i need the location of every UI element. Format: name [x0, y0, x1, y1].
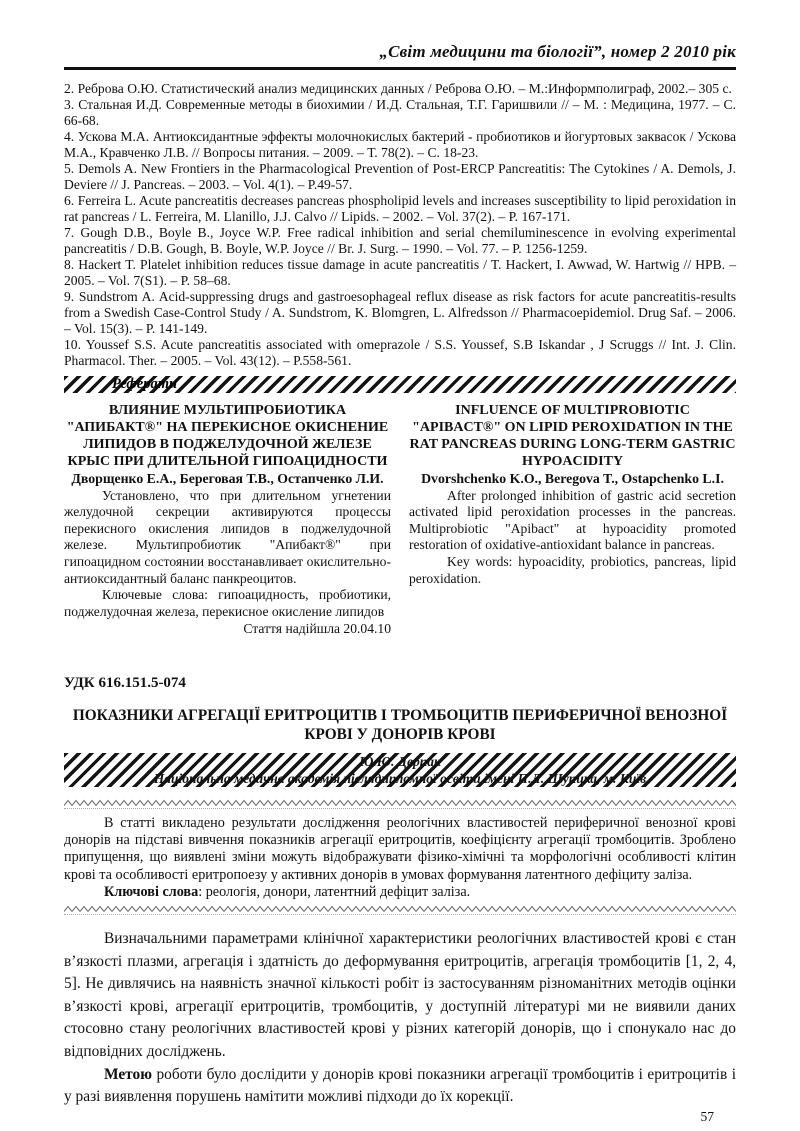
reference-item: 4. Ускова М.А. Антиоксидантные эффекты молочнокислых бактерий - пробиотиков и йогуртовых заквасок / Ускова М.А., Кравченко Л.В. // Вопросы питания. – 2009. – Т. 78(2). – С. 18-23.: [64, 129, 736, 160]
abstract-en-title: INFLUENCE OF MULTIPROBIOTIC "APIBACT®" ON LIPID PEROXIDATION IN THE RAT PANCREAS DURING LONG-TERM GASTRIC HYPOACIDITY: [409, 403, 736, 469]
abstract-en-body: After prolonged inhibition of gastric acid secretion activated lipid peroxidation processes in the pancreas. Multiprobiotic "Apibact" at hypoacidity promoted restoration of oxidative-antioxidant balance in pancreas.: [409, 487, 736, 553]
article-title: ПОКАЗНИКИ АГРЕГАЦІЇ ЕРИТРОЦИТІВ І ТРОМБОЦИТІВ ПЕРИФЕРИЧНОЇ ВЕНОЗНОЇ КРОВІ У ДОНОРІВ КРОВІ: [72, 706, 728, 743]
abstract-ru-keywords: Ключевые слова: гипоацидность, пробиотики, поджелудочная железа, перекисное окисление липидов: [64, 587, 391, 619]
referaty-banner-label: Реферати: [112, 376, 178, 392]
page-number: 57: [700, 1108, 714, 1124]
page-footer: [64, 1109, 736, 1125]
abstract-ru-body: Установлено, что при длительном угнетении желудочной секреции активируются процессы перекисного окисления липидов в поджелудочной железе. Мультипробиотик "Апибакт®" при гипоацидном состоянии восстанавливает окислительно-антиоксидантный баланс панкреоцитов.: [64, 487, 391, 586]
article-authors-hatched-banner: [64, 753, 736, 787]
abstract-ru-authors: Дворщенко Е.А., Береговая Т.В., Остапченко Л.И.: [71, 471, 384, 486]
article-abstract-body: В статті викладено результати дослідження реологічних властивостей периферичної венозної крові донорів на підставі вивчення показників агрегації еритроцитів, коефіцієнту агрегації тромбоцитів. Зроблено припущення, що виявлені зміни можуть відображувати фізико-хімічні та морфологічні особливості клітин крові та особливості еритропоезу у активних донорів в умовах формування латентного дефіциту заліза.: [64, 814, 736, 883]
reference-item: 5. Demols A. New Frontiers in the Pharmacological Prevention of Post-ERCP Pancreatitis: The Cytokines / A. Demols, J. Deviere // J. Pancreas. – 2003. – Vol. 4(1). – P.49-57.: [64, 161, 736, 192]
reference-item: 7. Gough D.B., Boyle B., Joyce W.P. Free radical inhibition and serial chemiluminescence in evolving experimental pancreatitis / D.B. Gough, B. Boyle, W.P. Joyce // Br. J. Surg. – 1990. – Vol. 77. – P. 1256-1259.: [64, 225, 736, 256]
abstract-ru-title: ВЛИЯНИЕ МУЛЬТИПРОБИОТИКА "АПИБАКТ®" НА ПЕРЕКИСНОЕ ОКИСНЕНИЕ ЛИПИДОВ В ПОДЖЕЛУДОЧНОЙ ЖЕЛЕЗЕ КРЫС ПРИ ДЛИТЕЛЬНОЙ ГИПОАЦИДНОСТИ: [66, 403, 389, 469]
journal-header-title: „Світ медицини та біології”, номер 2 2010 рік: [379, 42, 736, 61]
reference-item: 3. Стальная И.Д. Современные методы в биохимии / И.Д. Стальная, Т.Г. Гаришвили // – М. : Медицина, 1977. – С. 66-68.: [64, 97, 736, 128]
abstract-column-english: [409, 402, 736, 638]
abstracts-two-columns: [64, 402, 736, 638]
header-rule: [64, 67, 736, 70]
abstract-en-authors: Dvorshchenko K.O., Beregova T., Ostapchenko L.I.: [421, 471, 724, 486]
reference-item: 9. Sundstrom A. Acid-suppressing drugs and gastroesophageal reflux disease as risk factors for acute pancreatitis-results from a Swedish Case-Control Study / A. Sundstrom, K. Blomgren, L. Alfredsson // Pharmacoepidemiol. Drug Saf. – 2006. – Vol. 15(3). – P. 141-149.: [64, 289, 736, 336]
abstract-en-keywords: Key words: hypoacidity, probiotics, pancreas, lipid peroxidation.: [409, 553, 736, 586]
references-section: [64, 81, 736, 369]
referaty-hatched-banner: [64, 376, 736, 393]
article-abstract-block: [64, 815, 736, 901]
keywords-label: Ключові слова: [104, 883, 199, 900]
article-main-text: [64, 928, 736, 1109]
article-author-name: Ю.Ю. Дерпак: [359, 753, 441, 769]
keywords-list: : реологія, донори, латентний дефіцит заліза.: [198, 883, 471, 900]
udk-code: УДК 616.151.5-074: [64, 674, 186, 691]
abstract-received-date: Стаття надійшла 20.04.10: [243, 621, 391, 637]
aim-text: роботи було дослідити у донорів крові показники агрегації тромбоцитів і еритроцитів і у разі виявлення порушень намітити можливі підходи до їх корекції.: [64, 1065, 736, 1106]
main-paragraph-aim: [64, 1064, 736, 1109]
reference-item: 8. Hackert T. Platelet inhibition reduces tissue damage in acute pancreatitis / T. Hackert, I. Awwad, W. Hartwig // HPB. – 2005. – Vol. 7(S1). – P. 58–68.: [64, 257, 736, 288]
abstract-column-russian: [64, 402, 391, 638]
reference-item: 6. Ferreira L. Acute pancreatitis decreases pancreas phospholipid levels and increases susceptibility to lipid peroxidation in rat pancreas / L. Ferreira, M. Llanillo, J.J. Calvo // Lipids. – 2002. – Vol. 37(2). – P. 167-171.: [64, 193, 736, 224]
aim-lead-word: Метою: [104, 1065, 152, 1083]
article-abstract-keywords: [64, 884, 736, 901]
zigzag-divider-top: [64, 799, 736, 809]
reference-item: 10. Youssef S.S. Acute pancreatitis associated with omeprazole / S.S. Youssef, S.B Iskandar , J Scruggs // Int. J. Clin. Pharmacol. Ther. – 2005. – Vol. 43(12). – P.558-561.: [64, 337, 736, 368]
main-paragraph-intro: Визначальними параметрами клінічної характеристики реологічних властивостей крові є стан в’язкості плазми, агрегація і здатність до деформування еритроцитів, агрегація тромбоцитів [1, 2, 4, 5]. Не дивлячись на наявність значної кількості робіт із застосуванням різноманітних методів оцінки в’язкості крові, агрегації еритроцитів, тромбоцитів, у доступній літературі ми не виявили даних стосовно стану реологічних властивостей крові у різних категорій донорів, що і спонукало нас до відповідних досліджень.: [64, 929, 736, 1060]
zigzag-divider-bottom: [64, 905, 736, 915]
article-author-affiliation: Національна медична академія післядипломної освіти імені П.Л. Шупика, м. Київ: [153, 770, 647, 786]
reference-item: 2. Реброва О.Ю. Статистический анализ медицинских данных / Реброва О.Ю. – М.:Информполиграф, 2002.– 305 с.: [64, 81, 732, 96]
